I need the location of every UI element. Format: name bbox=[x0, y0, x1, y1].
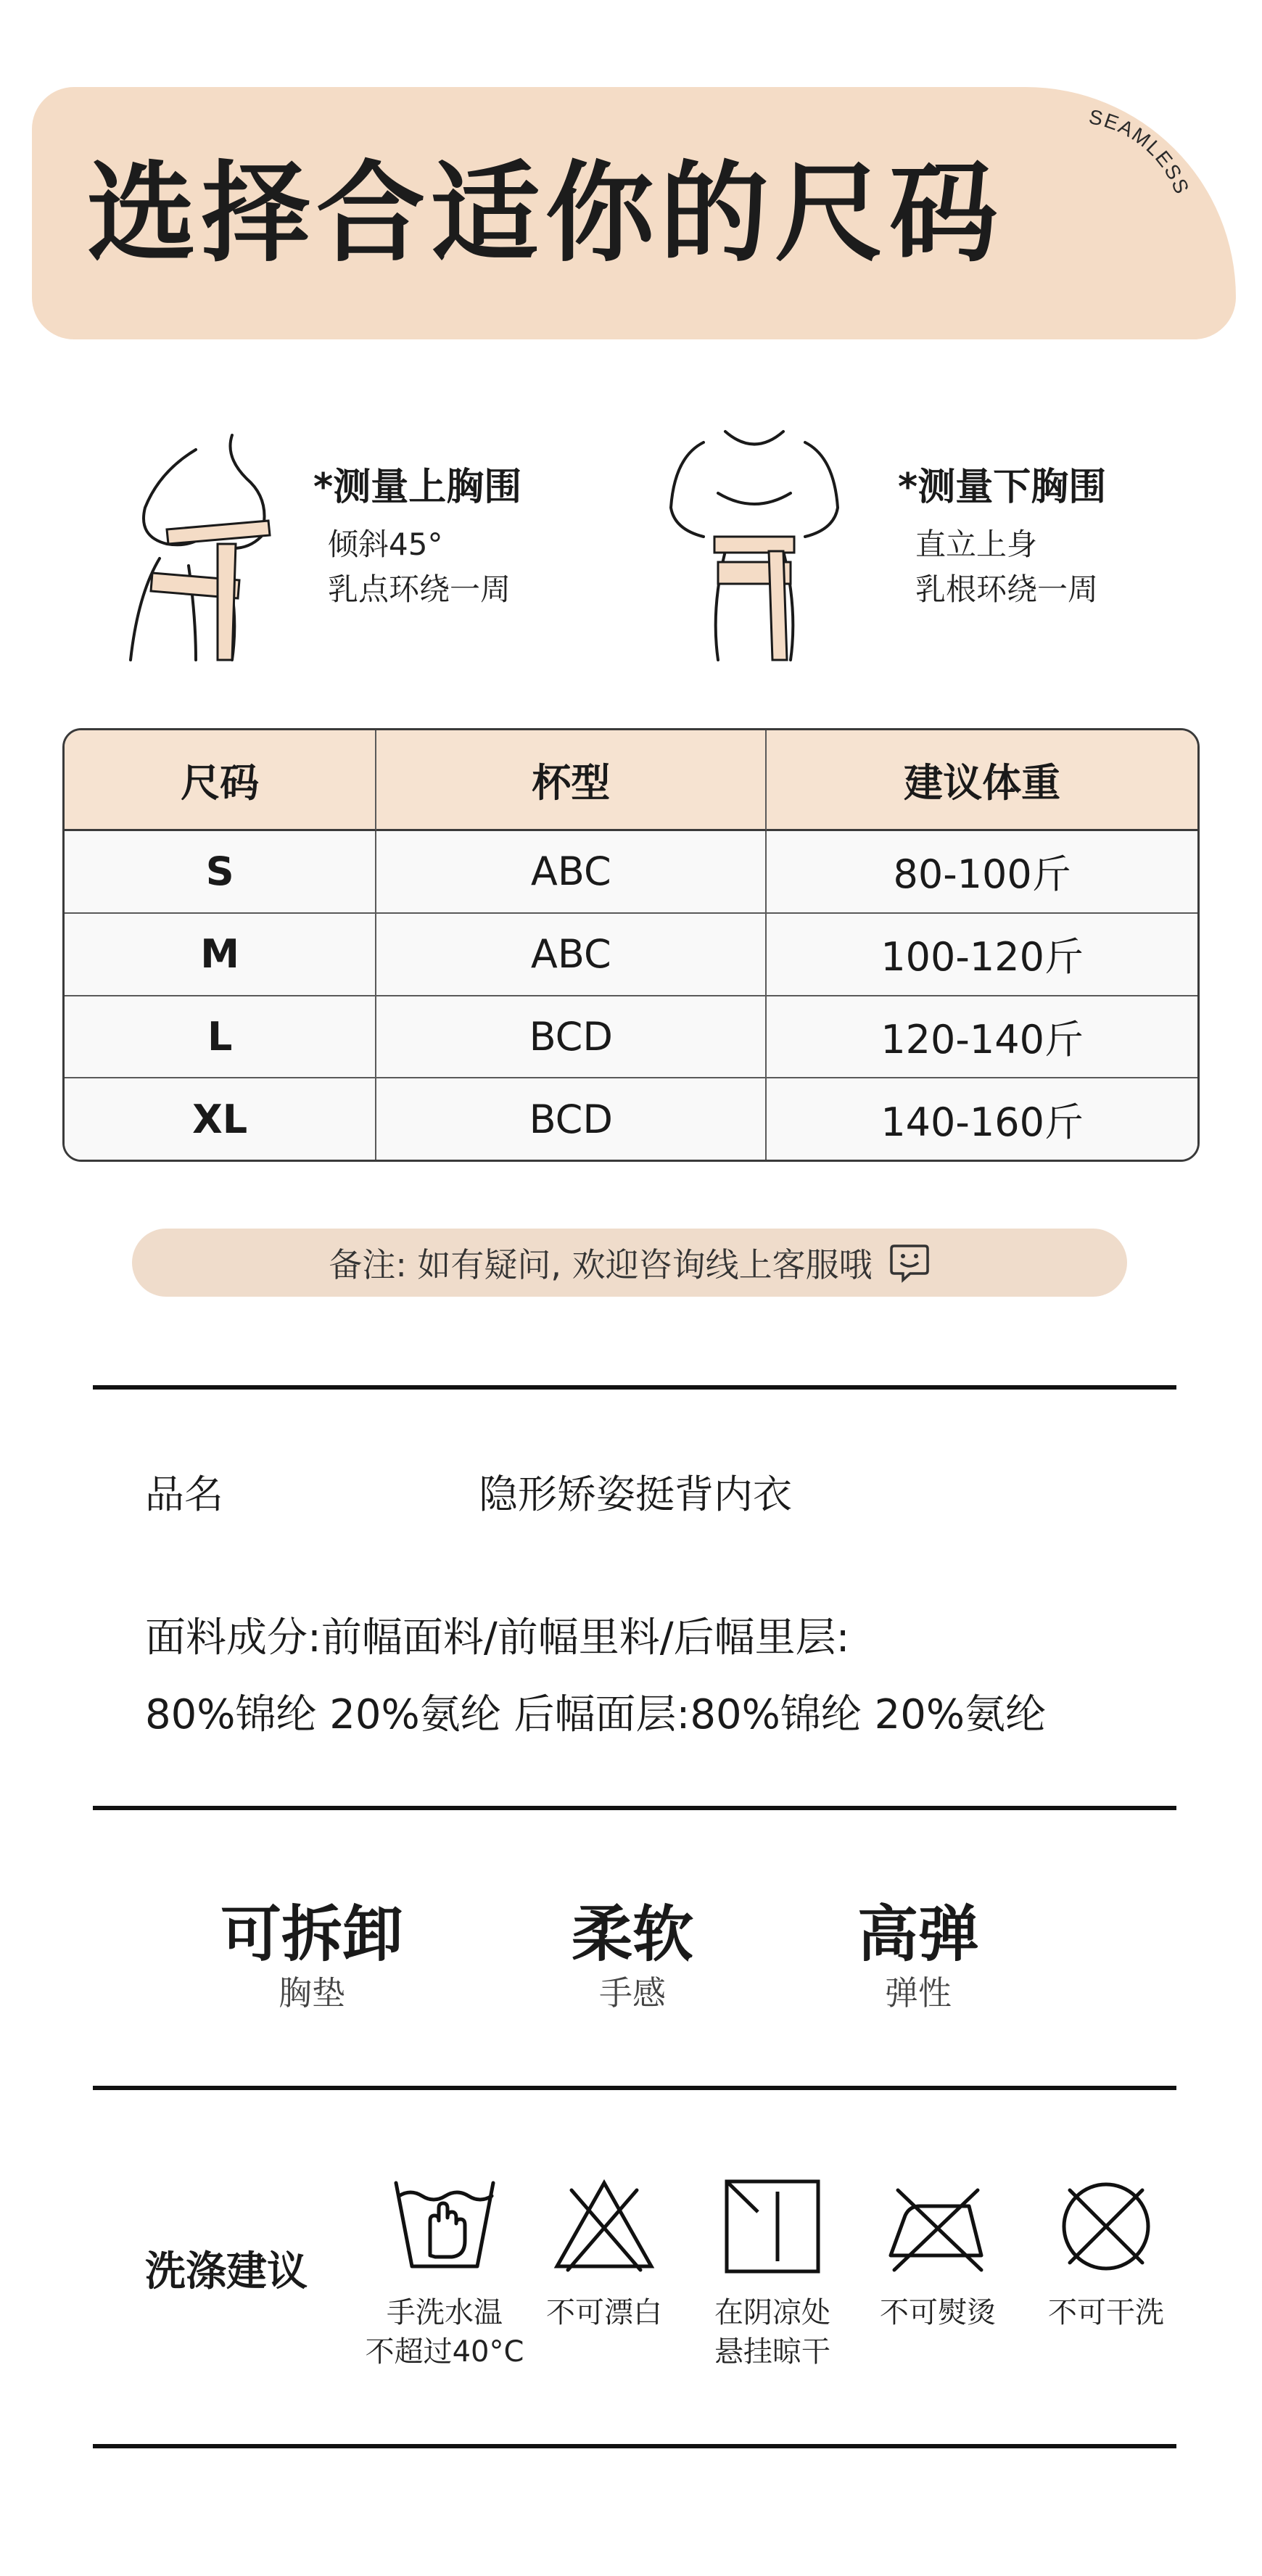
under-bust-desc-1: 直立上身 bbox=[915, 527, 1038, 562]
divider bbox=[93, 2086, 1176, 2090]
no-bleach-icon bbox=[550, 2176, 659, 2277]
cell-weight: 140-160斤 bbox=[767, 1078, 1197, 1160]
cell-size: M bbox=[65, 914, 376, 996]
upper-bust-figure-icon bbox=[116, 428, 305, 667]
upper-bust-desc-2: 乳点环绕一周 bbox=[328, 571, 511, 607]
fabric-line-2: 80%锦纶 20%氨纶 后幅面层:80%锦纶 20%氨纶 bbox=[145, 1691, 1047, 1738]
hand-wash-icon bbox=[390, 2176, 499, 2277]
upper-bust-title: *测量上胸围 bbox=[313, 466, 522, 509]
under-bust-desc-2: 乳根环绕一周 bbox=[915, 571, 1099, 607]
dry-in-shade-icon bbox=[718, 2176, 827, 2277]
divider bbox=[93, 1806, 1176, 1810]
upper-bust-desc-1: 倾斜45° bbox=[328, 527, 443, 562]
care-label-no-dry-clean: 不可干洗 bbox=[1048, 2296, 1164, 2329]
table-row bbox=[65, 831, 1197, 914]
seamless-badge bbox=[1073, 109, 1218, 239]
cell-cup: ABC bbox=[376, 914, 767, 996]
fabric-line-1: 面料成分:前幅面料/前幅里料/后幅里层: bbox=[145, 1614, 850, 1661]
no-dry-clean-icon bbox=[1052, 2176, 1160, 2277]
care-label-hand-wash: 手洗水温 不超过40°C bbox=[365, 2296, 524, 2369]
feature-elastic-sub: 弹性 bbox=[885, 1973, 952, 2012]
cell-weight: 100-120斤 bbox=[767, 914, 1197, 996]
header-weight: 建议体重 bbox=[767, 730, 1197, 831]
svg-text:SEAMLESS bbox=[1087, 109, 1194, 198]
cell-size: S bbox=[65, 831, 376, 914]
cell-cup: BCD bbox=[376, 996, 767, 1079]
feature-removable-title: 可拆卸 bbox=[220, 1899, 403, 1970]
feature-soft-title: 柔软 bbox=[571, 1899, 693, 1970]
table-header-row bbox=[65, 730, 1197, 831]
feature-elastic-title: 高弹 bbox=[857, 1899, 979, 1970]
chat-bubble-icon bbox=[888, 1242, 931, 1284]
cell-weight: 120-140斤 bbox=[767, 996, 1197, 1079]
cell-weight: 80-100斤 bbox=[767, 831, 1197, 914]
product-name-value: 隐形矫姿挺背内衣 bbox=[479, 1471, 792, 1517]
header-cup: 杯型 bbox=[376, 730, 767, 831]
feature-removable-sub: 胸垫 bbox=[279, 1973, 345, 2012]
table-row bbox=[65, 996, 1197, 1079]
divider bbox=[93, 2444, 1176, 2448]
product-name-label: 品名 bbox=[145, 1471, 223, 1517]
care-label-no-iron: 不可熨烫 bbox=[880, 2296, 996, 2329]
under-bust-figure-icon bbox=[660, 428, 849, 667]
note-banner bbox=[132, 1229, 1127, 1297]
divider bbox=[93, 1385, 1176, 1390]
cell-cup: BCD bbox=[376, 1078, 767, 1160]
care-label-no-bleach: 不可漂白 bbox=[546, 2296, 662, 2329]
page-title: 选择合适你的尺码 bbox=[87, 151, 1005, 277]
care-title: 洗涤建议 bbox=[145, 2248, 308, 2295]
table-row bbox=[65, 1078, 1197, 1160]
size-table bbox=[62, 728, 1200, 1162]
under-bust-title: *测量下胸围 bbox=[898, 466, 1107, 509]
cell-size: XL bbox=[65, 1078, 376, 1160]
feature-soft-sub: 手感 bbox=[599, 1973, 666, 2012]
care-label-dry-shade: 在阴凉处 悬挂晾干 bbox=[714, 2296, 830, 2369]
no-iron-icon bbox=[883, 2176, 992, 2277]
seamless-label: SEAMLESS bbox=[1086, 109, 1194, 199]
header-size: 尺码 bbox=[65, 730, 376, 831]
cell-size: L bbox=[65, 996, 376, 1079]
cell-cup: ABC bbox=[376, 831, 767, 914]
note-text: 备注: 如有疑问, 欢迎咨询线上客服哦 bbox=[329, 1245, 873, 1284]
table-row bbox=[65, 914, 1197, 996]
